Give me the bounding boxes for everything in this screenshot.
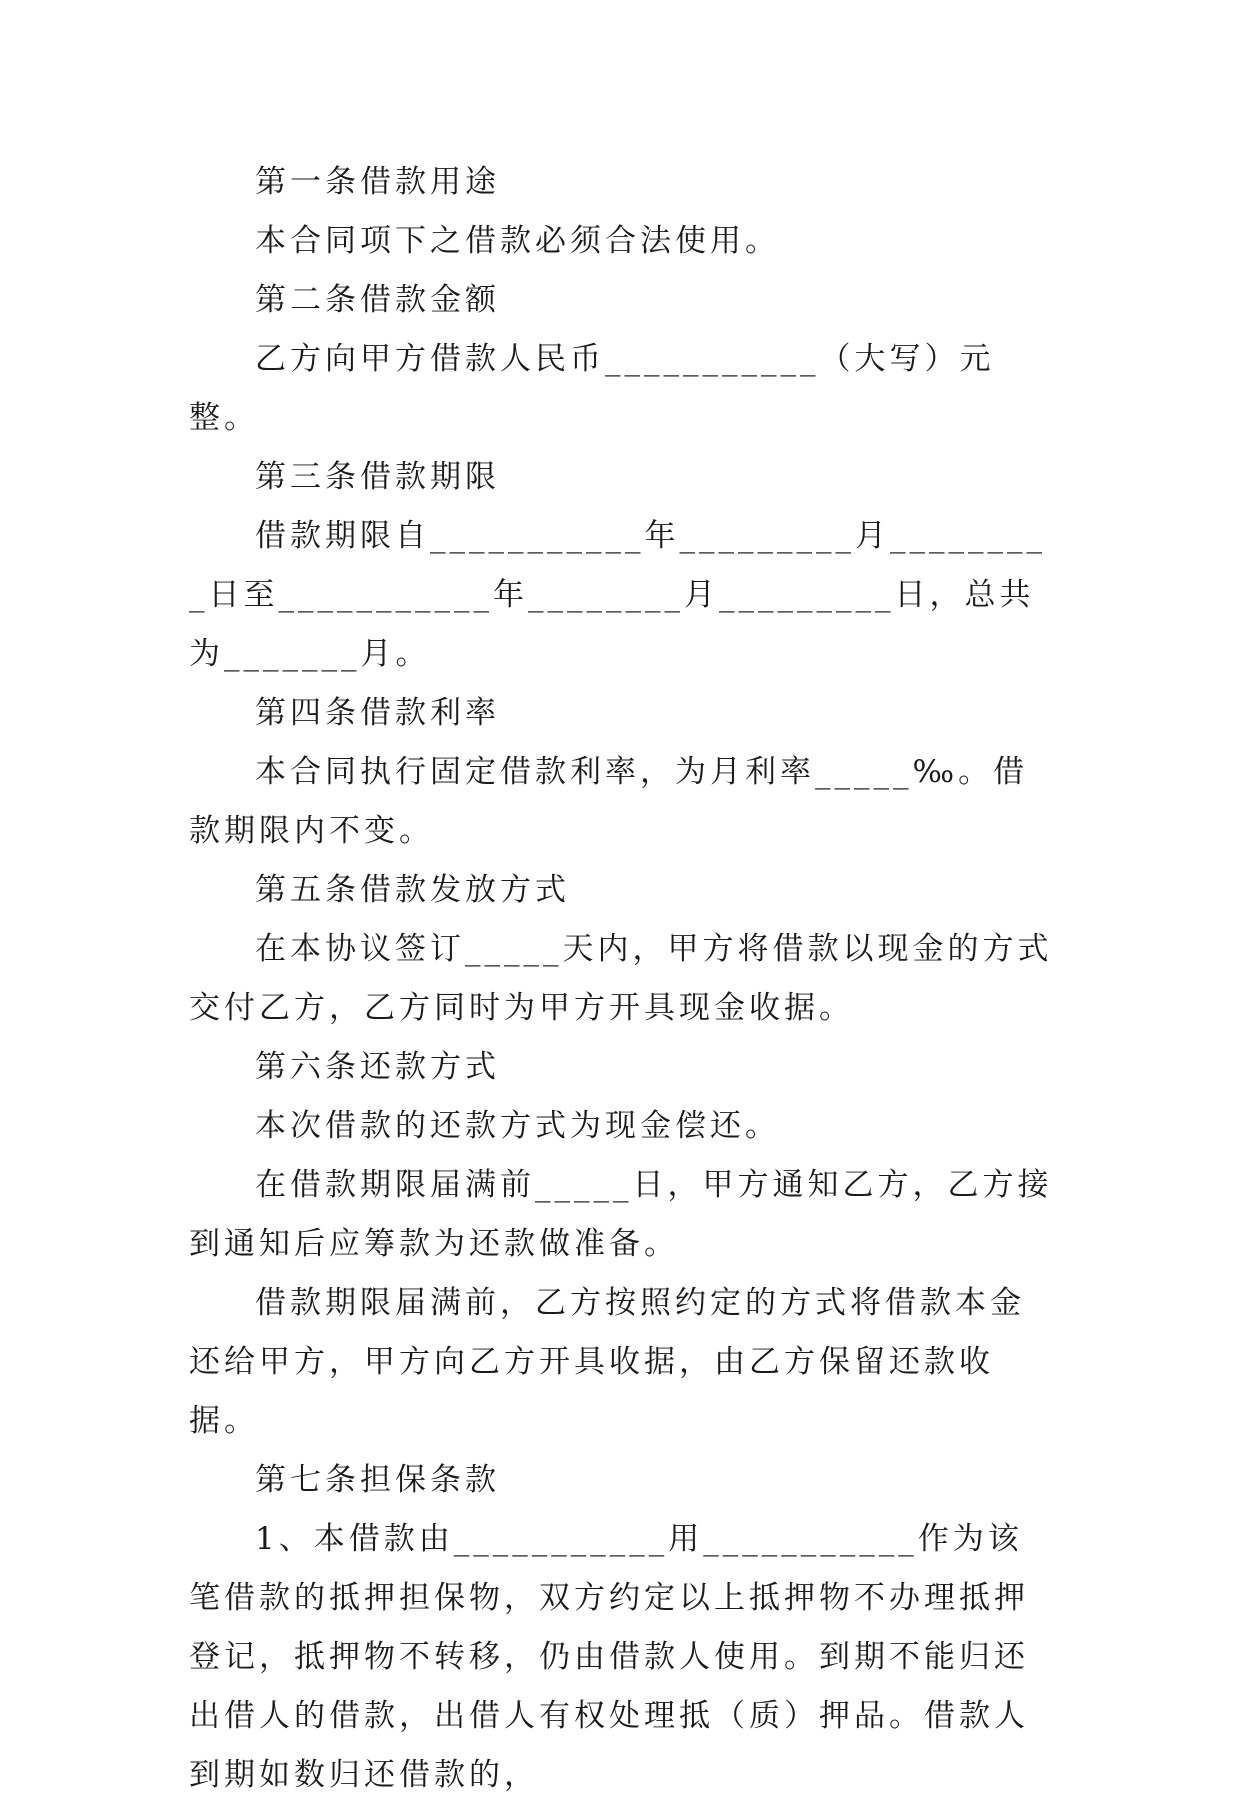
clause-7-body: 1、本借款由___________用___________作为该笔借款的抵押担保物，双方约定以上抵押物不办理抵押登记，抵押物不转移，仍由借款人使用。到期不能归还出借人的借款，出借人有权处理抵（质）押品。借款人到期如数归还借款的， (189, 1521, 1029, 1793)
clause-6-body-1: 本次借款的还款方式为现金偿还。 (255, 1108, 780, 1144)
contract-body (189, 153, 1055, 1805)
clause-6-heading: 第六条还款方式 (255, 1049, 500, 1085)
clause-3-body: 借款期限自___________年_________月_________日至___________年________月_________日，总共为_______月。 (189, 518, 1046, 672)
clause-4-body: 本合同执行固定借款利率，为月利率_____‰。借款期限内不变。 (189, 754, 1029, 849)
clause-3-heading: 第三条借款期限 (255, 459, 500, 495)
clause-5-body: 在本协议签订_____天内，甲方将借款以现金的方式交付乙方，乙方同时为甲方开具现金收据。 (189, 931, 1053, 1026)
clause-4-heading: 第四条借款利率 (255, 695, 500, 731)
clause-1-heading: 第一条借款用途 (255, 164, 500, 200)
clause-1-body: 本合同项下之借款必须合法使用。 (255, 223, 780, 259)
clause-7-heading: 第七条担保条款 (255, 1462, 500, 1498)
clause-6-body-2: 在借款期限届满前_____日，甲方通知乙方，乙方接到通知后应筹款为还款做准备。 (189, 1167, 1053, 1262)
clause-2-heading: 第二条借款金额 (255, 282, 500, 318)
clause-6-body-3: 借款期限届满前，乙方按照约定的方式将借款本金还给甲方，甲方向乙方开具收据，由乙方保留还款收据。 (189, 1285, 1025, 1439)
clause-5-heading: 第五条借款发放方式 (255, 872, 570, 908)
clause-2-body: 乙方向甲方借款人民币___________（大写）元整。 (189, 341, 995, 436)
